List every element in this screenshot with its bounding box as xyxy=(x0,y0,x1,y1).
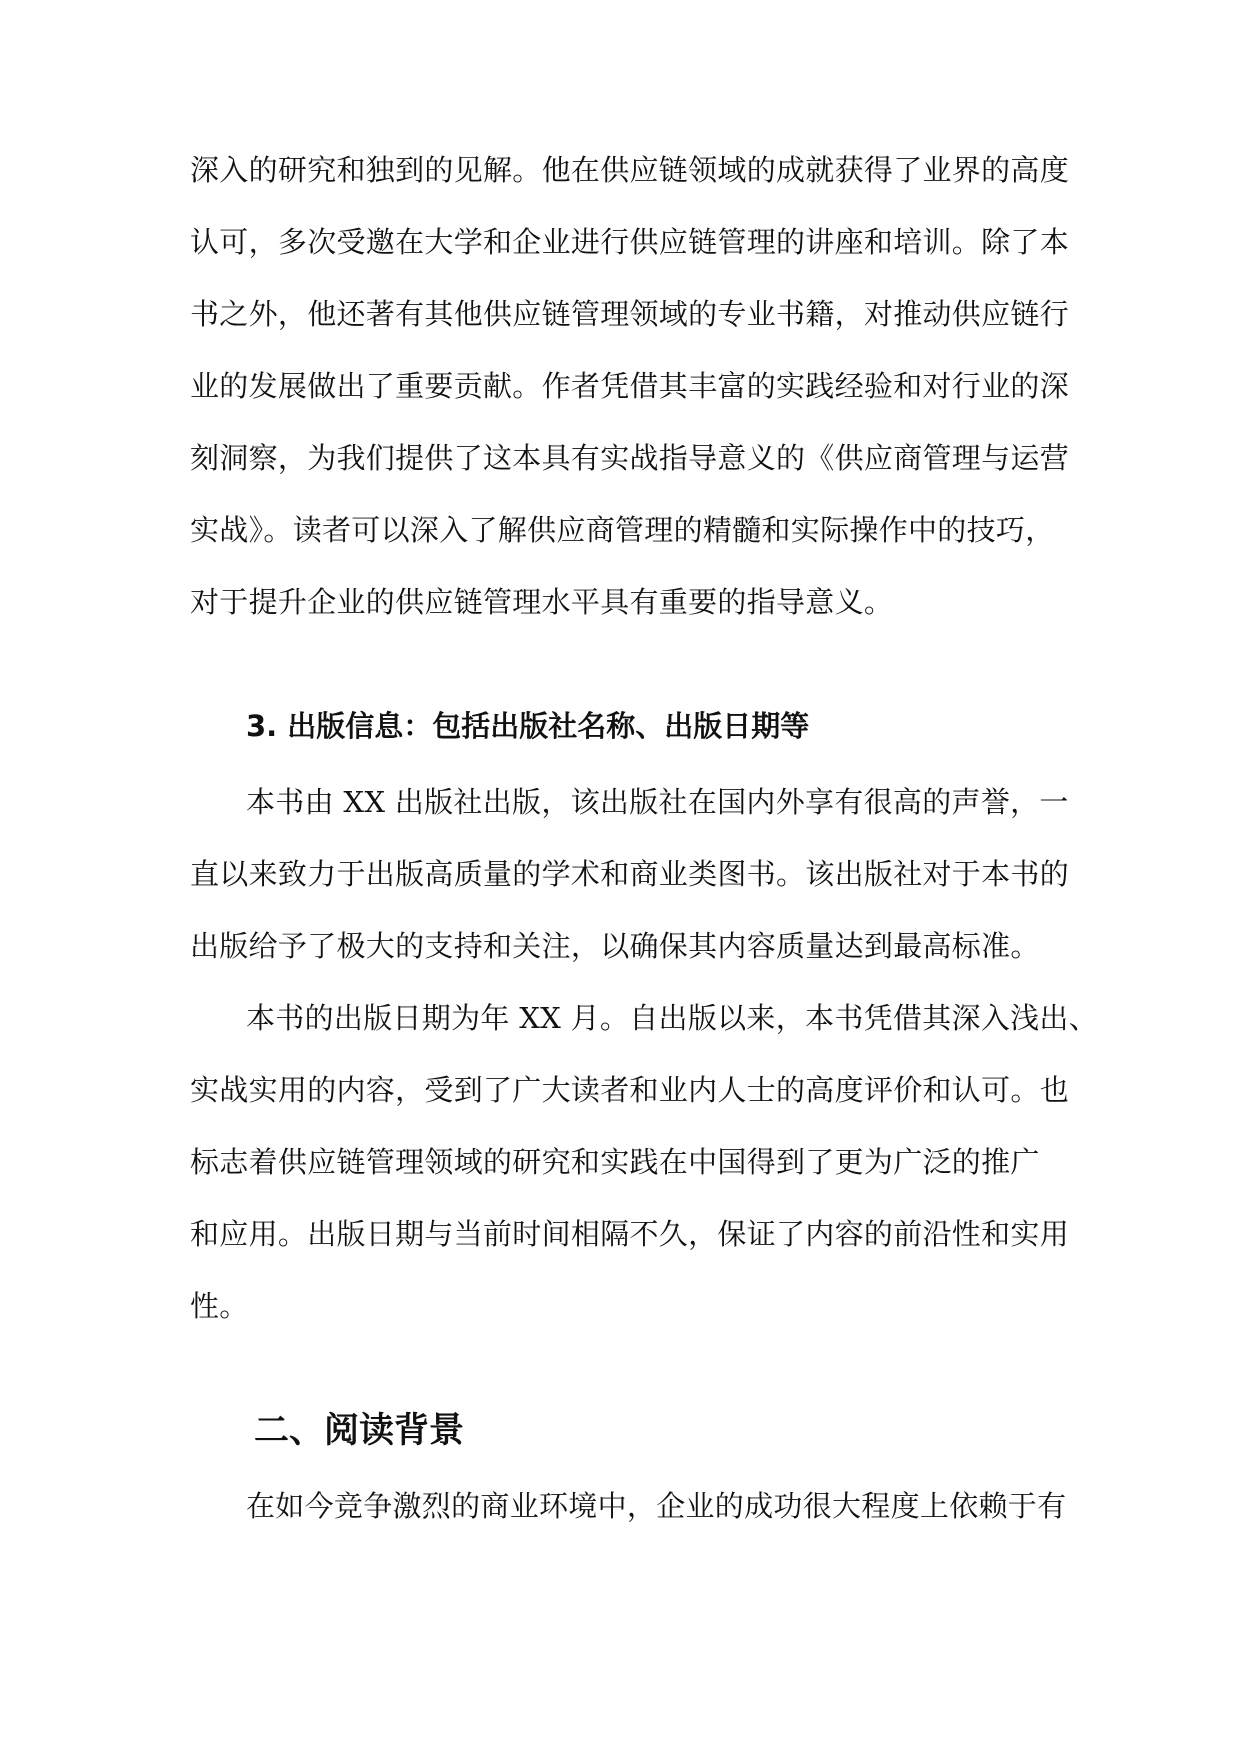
paragraph-line: 认可，多次受邀在大学和企业进行供应链管理的讲座和培训。除了本 xyxy=(190,225,1070,259)
paragraph-line: 标志着供应链管理领域的研究和实践在中国得到了更为广泛的推广 xyxy=(190,1145,1040,1179)
section-heading-reading-background: 二、阅读背景 xyxy=(254,1411,465,1451)
paragraph-line: 本书的出版日期为年 XX 月。自出版以来，本书凭借其深入浅出、 xyxy=(246,1001,1099,1035)
paragraph-line: 性。 xyxy=(190,1289,249,1323)
paragraph-line: 在如今竞争激烈的商业环境中，企业的成功很大程度上依赖于有 xyxy=(246,1489,1067,1523)
paragraph-line: 实战》。读者可以深入了解供应商管理的精髓和实际操作中的技巧， xyxy=(190,513,1055,547)
paragraph-line: 本书由 XX 出版社出版，该出版社在国内外享有很高的声誉，一 xyxy=(246,785,1069,819)
paragraph-line: 深入的研究和独到的见解。他在供应链领域的成就获得了业界的高度 xyxy=(190,153,1070,187)
paragraph-line: 实战实用的内容，受到了广大读者和业内人士的高度评价和认可。也 xyxy=(190,1073,1070,1107)
paragraph-line: 和应用。出版日期与当前时间相隔不久，保证了内容的前沿性和实用 xyxy=(190,1217,1070,1251)
paragraph-line: 业的发展做出了重要贡献。作者凭借其丰富的实践经验和对行业的深 xyxy=(190,369,1070,403)
section-heading-publication-info: 3. 出版信息：包括出版社名称、出版日期等 xyxy=(246,709,810,743)
paragraph-line: 对于提升企业的供应链管理水平具有重要的指导意义。 xyxy=(190,585,894,619)
paragraph-line: 书之外，他还著有其他供应链管理领域的专业书籍，对推动供应链行 xyxy=(190,297,1070,331)
paragraph-line: 刻洞察，为我们提供了这本具有实战指导意义的《供应商管理与运营 xyxy=(190,441,1070,475)
paragraph-line: 出版给予了极大的支持和关注，以确保其内容质量达到最高标准。 xyxy=(190,929,1040,963)
paragraph-line: 直以来致力于出版高质量的学术和商业类图书。该出版社对于本书的 xyxy=(190,857,1070,891)
